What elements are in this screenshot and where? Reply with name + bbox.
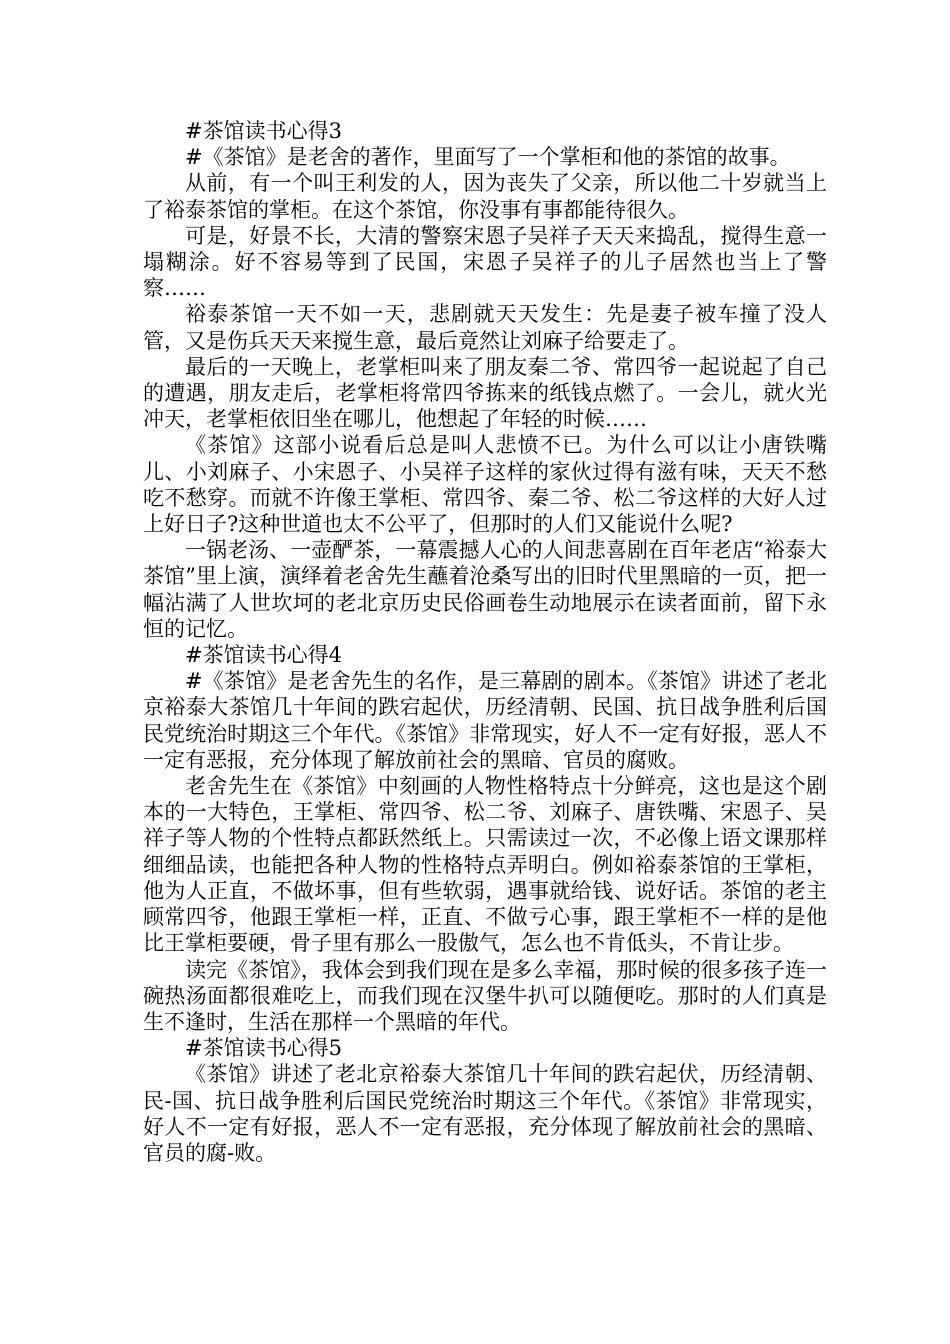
heading-reflection-4: #茶馆读书心得4 <box>185 643 342 668</box>
paragraph: 一锅老汤、一壶酽茶，一幕震撼人心的人间悲喜剧在百年老店“裕泰大茶馆”里上演，演绎着老舍先生蘸着沧桑写出的旧时代里黑暗的一页，把一幅沾满了人世坎坷的老北京历史民俗画卷生动地展示在读者面前，留下永恒的记忆。 <box>143 538 827 641</box>
paragraph: 老舍先生在《茶馆》中刻画的人物性格特点十分鲜亮，这也是这个剧本的一大特色，王掌柜、常四爷、松二爷、刘麻子、唐铁嘴、宋恩子、吴祥子等人物的个性特点都跃然纸上。只需读过一次，不必像上语文课那样细细品读，也能把各种人物的性格特点弄明白。例如裕泰茶馆的王掌柜，他为人正直，不做坏事，但有些软弱，遇事就给钱、说好话。茶馆的老主顾常四爷，他跟王掌柜一样，正直、不做亏心事，跟王掌柜不一样的是他比王掌柜要硬，骨子里有那么一股傲气，怎么也不肯低头，不肯让步。 <box>143 774 827 956</box>
paragraph: 《茶馆》这部小说看后总是叫人悲愤不已。为什么可以让小唐铁嘴儿、小刘麻子、小宋恩子、小吴祥子这样的家伙过得有滋有味，天天不愁吃不愁穿。而就不许像王掌柜、常四爷、秦二爷、松二爷这样的大好人过上好日子?这种世道也太不公平了，但那时的人们又能说什么呢? <box>143 433 827 537</box>
heading-reflection-5: #茶馆读书心得5 <box>185 1036 342 1061</box>
paragraph: 裕泰茶馆一天不如一天，悲剧就天天发生：先是妻子被车撞了没人管，又是伤兵天天来搅生意，最后竟然让刘麻子给要走了。 <box>143 302 827 353</box>
paragraph: 从前，有一个叫王利发的人，因为丧失了父亲，所以他二十岁就当上了裕泰茶馆的掌柜。在这个茶馆，你没事有事都能待很久。 <box>143 171 827 222</box>
document-body <box>143 118 827 1166</box>
paragraph: 《茶馆》讲述了老北京裕泰大茶馆几十年间的跌宕起伏，历经清朝、民-国、抗日战争胜利后国民党统治时期这三个年代。《茶馆》非常现实，好人不一定有好报，恶人不一定有恶报，充分体现了解放前社会的黑暗、官员的腐-败。 <box>143 1062 827 1165</box>
paragraph: #《茶馆》是老舍的著作，里面写了一个掌柜和他的茶馆的故事。 <box>185 145 791 170</box>
paragraph: #《茶馆》是老舍先生的名作，是三幕剧的剧本。《茶馆》讲述了老北京裕泰大茶馆几十年间的跌宕起伏，历经清朝、民国、抗日战争胜利后国民党统治时期这三个年代。《茶馆》非常现实，好人不一定有好报，恶人不一定有恶报，充分体现了解放前社会的黑暗、官员的腐败。 <box>143 669 827 772</box>
paragraph: 读完《茶馆》，我体会到我们现在是多么幸福，那时候的很多孩子连一碗热汤面都很难吃上，而我们现在汉堡牛扒可以随便吃。那时的人们真是生不逢时，生活在那样一个黑暗的年代。 <box>143 957 827 1034</box>
paragraph: 可是，好景不长，大清的警察宋恩子吴祥子天天来捣乱，搅得生意一塌糊涂。好不容易等到了民国，宋恩子吴祥子的儿子居然也当上了警察…… <box>143 223 827 301</box>
paragraph: 最后的一天晚上，老掌柜叫来了朋友秦二爷、常四爷一起说起了自己的遭遇，朋友走后，老掌柜将常四爷拣来的纸钱点燃了。一会儿，就火光冲天，老掌柜依旧坐在哪儿，他想起了年轻的时候…… <box>143 354 827 432</box>
heading-reflection-3: #茶馆读书心得3 <box>185 119 342 143</box>
